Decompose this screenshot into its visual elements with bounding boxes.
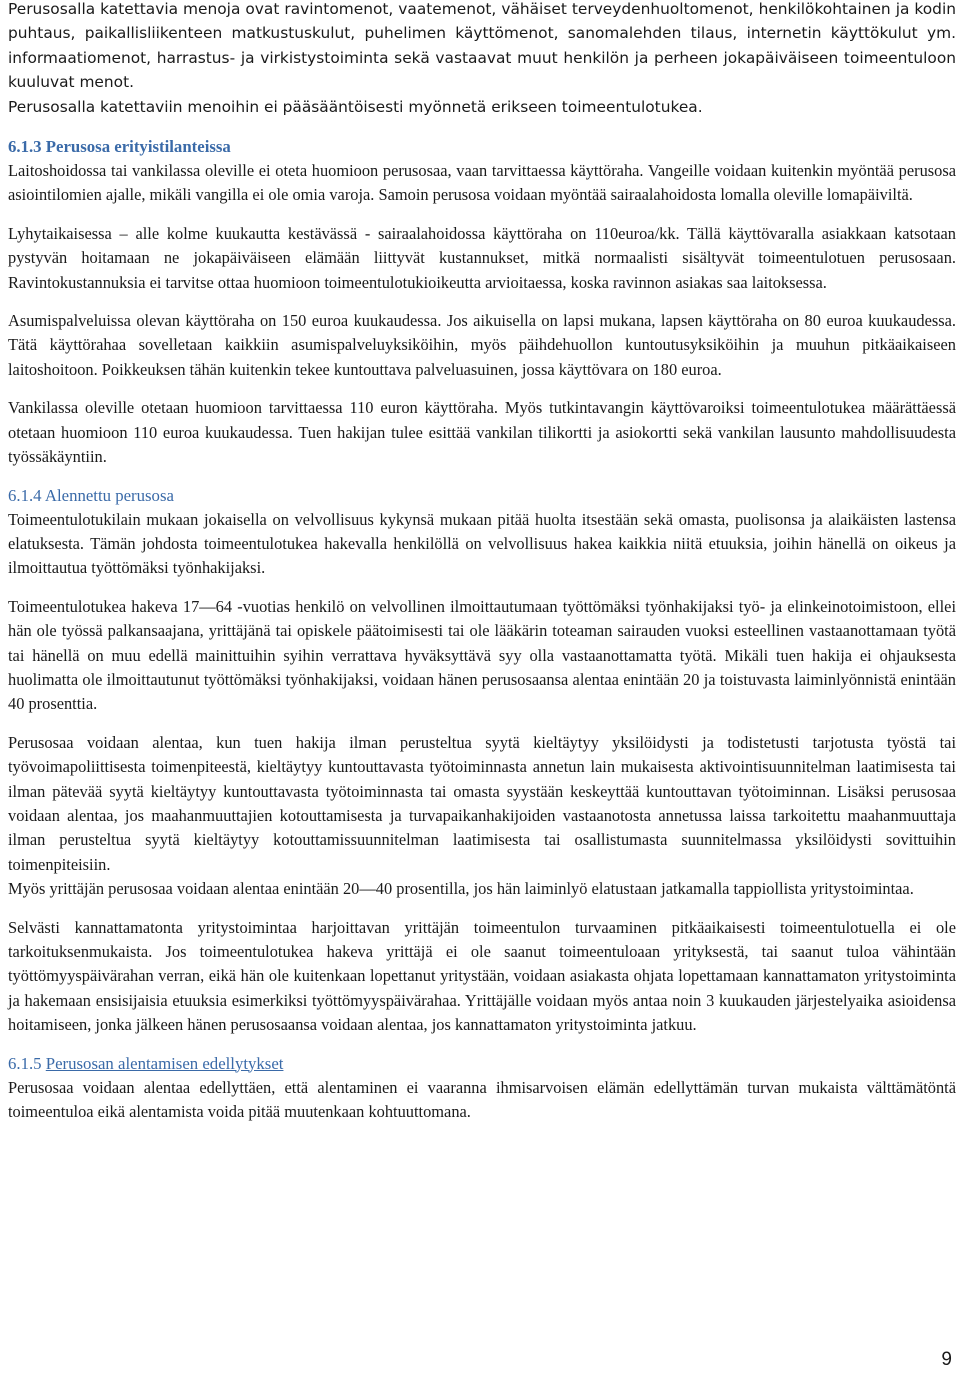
section-6-1-5-heading	[8, 1052, 956, 1076]
section-number: 6.1.4	[8, 485, 42, 505]
section-6-1-4-paragraph-3: Perusosaa voidaan alentaa, kun tuen hakija ilman perusteltua syytä kieltäytyy yksilöidysti ja todistetusti tarjotusta työstä tai työvoimapoliittisesta toimenpiteestä, kieltäytyy kuntouttavasta työtoiminnasta annetun lain mukaisesta aktivointisuunnitelman laatimisesta tai ilman pätevää syytä kieltäytyy kuntouttavasta työtoiminnasta tai omasta syystään keskeyttää kuntouttavan työtoiminnan. Lisäksi perusosaa voidaan alentaa, jos maahanmuuttajien kotouttamisesta ja turvapaikanhakijoiden vastaanotosta annetussa laissa tarkoitettu maahanmuuttaja ilman perusteltua syytä kieltäytyy kotouttamissuunnitelman laatimisesta tai osallistumasta suunnitelmassa yksilöidysti sovittuihin toimenpiteisiin.	[8, 732, 956, 874]
intro-paragraph-2: Perusosalla katettaviin menoihin ei pääsääntöisesti myönnetä erikseen toimeentulotukea.	[8, 97, 703, 116]
section-title: Perusosan alentamisen edellytykset	[45, 1053, 284, 1073]
section-6-1-4-paragraph-1: Toimeentulotukilain mukaan jokaisella on velvollisuus kykynsä mukaan pitää huolta itsestään sekä omasta, puolisonsa ja alaikäisten lastensa elatuksesta. Tämän johdosta toimeentulotukea hakevalla henkilöllä on velvollisuus hakea kaikkia niitä etuuksia, joihin hänellä on oikeus ja ilmoittautua työttömäksi työnhakijaksi.	[8, 509, 956, 578]
section-6-1-3-paragraph-4: Vankilassa oleville otetaan huomioon tarvittaessa 110 euron käyttöraha. Myös tutkintavangin käyttövaroiksi toimeentulotukea määrättäessä otetaan huomioon 110 euroa kuukaudessa. Tuen hakijan tulee esittää vankilan tilikortti ja asiokortti sekä vankilan lausunto mahdollisuudesta työssäkäyntiin.	[8, 398, 956, 467]
section-number: 6.1.3	[8, 137, 42, 157]
section-title: Perusosa erityistilanteissa	[45, 137, 231, 157]
section-6-1-3-heading	[8, 135, 956, 159]
intro-paragraph-1: Perusosalla katettavia menoja ovat ravintomenot, vaatemenot, vähäiset terveydenhuoltomenot, henkilökohtainen ja kodin puhtaus, paikallisliikenteen matkustuskulut, puhelimen käyttömenot, sanomalehden tilaus, internetin käyttökulut ym. informaatiomenot, harrastus- ja virkistystoiminta sekä vastaavat muut henkilön ja perheen jokapäiväiseen toimeentuloon kuuluvat menot.	[8, 0, 956, 92]
section-6-1-3-paragraph-3: Asumispalveluissa olevan käyttöraha on 150 euroa kuukaudessa. Jos aikuisella on lapsi mukana, lapsen käyttöraha on 80 euroa kuukaudessa. Tätä käyttörahaa sovelletaan kaikkiin asumispalveluyksiköihin, myös päihdehuollon kuntoutusyksiköihin ja muuhun pitkäaikaiseen laitoshoitoon. Poikkeuksen tähän kuitenkin tekee kuntouttava palveluasuinen, jossa käyttövara on 180 euroa.	[8, 311, 956, 379]
section-6-1-5-paragraph: Perusosaa voidaan alentaa edellyttäen, että alentaminen ei vaaranna ihmisarvoisen elämän edellyttämän turvan mukaista välttämätöntä toimeentuloa eikä alentamista voida pitää muutenkaan kohtuuttomana.	[8, 1077, 956, 1122]
section-6-1-4-heading	[8, 484, 956, 508]
section-6-1-4-paragraph-5: Selvästi kannattamatonta yritystoimintaa harjoittavan yrittäjän toimeentulon turvaaminen pitkäaikaisesti toimeentulotuella ei ole tarkoituksenmukaista. Jos toimeentulotukea hakeva yrittäjä ei ole saanut toimeentuloaan yrityksestä, tai saanut tuloa vähintään työttömyyspäivärahan verran, eikä hän ole kuitenkaan lopettanut yritystään, voidaan asiakasta ohjata lopettamaan kannattamaton yritystoiminta ja hakemaan ensisijaisia etuuksia esimerkiksi työttömyyspäivärahaa. Yrittäjälle voidaan myös antaa noin 3 kuukauden järjestelyaika asioidensa hoitamiseen, jonka jälkeen hänen perusosaansa voidaan alentaa, jos kannattamaton yritystoiminta jatkuu.	[8, 917, 956, 1035]
document-page	[8, 0, 956, 1124]
section-6-1-3-paragraph-2: Lyhytaikaisessa – alle kolme kuukautta kestävässä - sairaalahoidossa käyttöraha on 110euroa/kk. Tällä käyttövaralla asiakkaan katsotaan pystyvän hoitamaan ne jokapäiväiseen elämään liittyvät kustannukset, mitkä normaalisti sisältyvät toimeentulotuen perusosaan. Ravintokustannuksia ei tarvitse ottaa huomioon toimeentulotukioikeutta arvioitaessa, koska ravinnon asiakas saa laitoksessa.	[8, 223, 956, 292]
page-number: 9	[941, 1349, 952, 1370]
section-title: Alennettu perusosa	[44, 485, 174, 505]
section-6-1-4-paragraph-4: Myös yrittäjän perusosaa voidaan alentaa enintään 20—40 prosentilla, jos hän laiminlyö elatustaan jatkamalla tappiollista yritystoimintaa.	[8, 879, 914, 899]
section-6-1-4-paragraph-2: Toimeentulotukea hakeva 17—64 -vuotias henkilö on velvollinen ilmoittautumaan työttömäksi työnhakijaksi työ- ja elinkeinotoimistoon, ellei hän ole työssä palkansaajana, yrittäjänä tai opiskele päätoimisesti tai ole lääkärin toteaman sairauden vuoksi esteellinen vastaanottamaan työtä tai hänellä on muu edellä mainittuihin syihin verrattava hyväksyttävä syy olla vastaanottamatta työtä. Mikäli tuen hakija ei ohjauksesta huolimatta ole ilmoittautunut työttömäksi työnhakijaksi, voidaan hänen perusosaansa alentaa enintään 20 ja toistuvasta laiminlyönnistä enintään 40 prosenttia.	[8, 596, 956, 714]
section-6-1-3-paragraph-1: Laitoshoidossa tai vankilassa oleville ei oteta huomioon perusosaa, vaan tarvittaessa käyttöraha. Vangeille voidaan kuitenkin myöntää perusosa asiointilomien ajalle, mikäli vangilla ei ole omia varoja. Samoin perusosa voidaan myöntää sairaalahoidosta lomalla oleville lomapäiviltä.	[8, 161, 956, 205]
section-number: 6.1.5	[8, 1053, 42, 1073]
